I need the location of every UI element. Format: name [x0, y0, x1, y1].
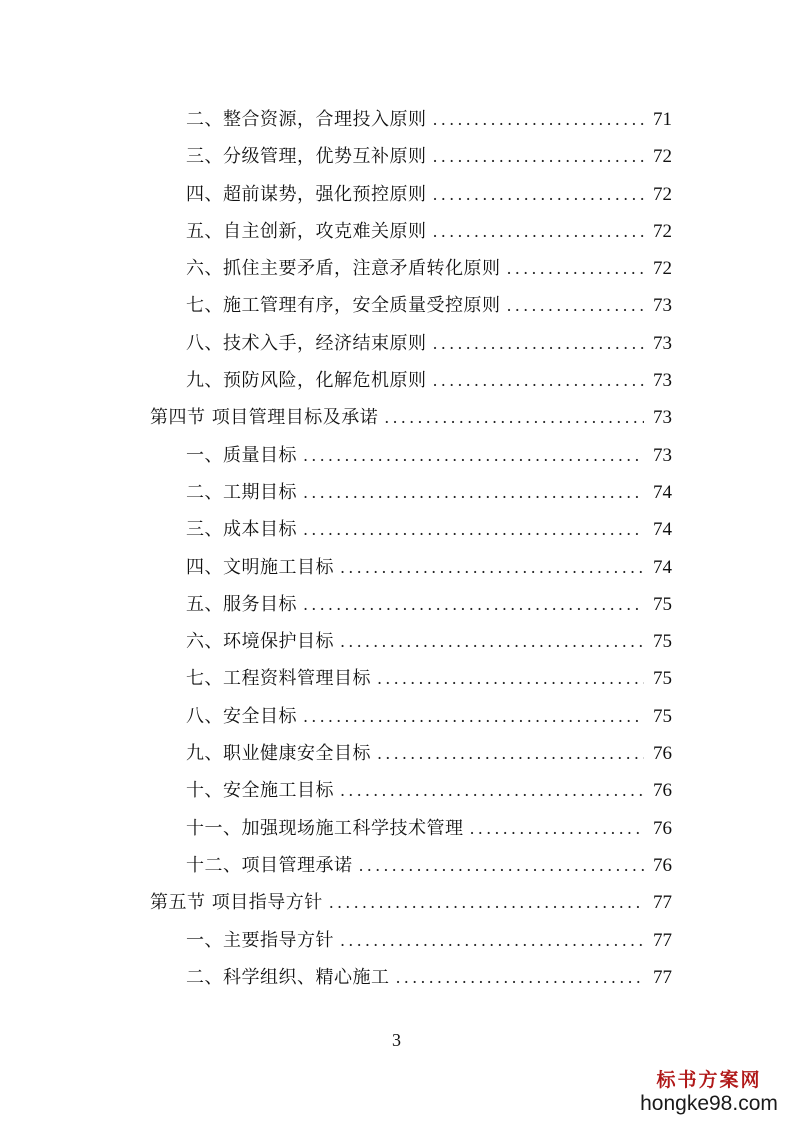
toc-entry[interactable] [150, 213, 672, 250]
toc-entry-label: 五、自主创新，攻克难关原则 [186, 220, 427, 242]
toc-entry-label: 七、工程资料管理目标 [186, 668, 371, 690]
toc-entry[interactable] [150, 698, 672, 735]
toc-entry-page-number: 73 [653, 407, 672, 429]
toc-entry-page-number: 77 [653, 892, 672, 914]
toc-entry-page-number: 75 [653, 631, 672, 653]
toc-section-entry[interactable] [150, 399, 672, 436]
toc-entry[interactable] [150, 362, 672, 399]
toc-entry[interactable] [150, 772, 672, 809]
toc-entry[interactable] [150, 474, 672, 511]
toc-entry[interactable] [150, 138, 672, 175]
toc-leader-dots [377, 735, 644, 772]
toc-entry-page-number: 76 [653, 780, 672, 802]
toc-entry[interactable] [150, 810, 672, 847]
toc-leader-dots [359, 847, 645, 884]
toc-entry-page-number: 72 [653, 183, 672, 205]
toc-entry-label: 一、主要指导方针 [186, 929, 334, 951]
toc-entry-label: 九、职业健康安全目标 [186, 743, 371, 765]
toc-entry-page-number: 74 [653, 481, 672, 503]
toc-entry[interactable] [150, 959, 672, 996]
toc-entry-page-number: 72 [653, 258, 672, 280]
toc-entry[interactable] [150, 511, 672, 548]
toc-entry[interactable] [150, 660, 672, 697]
watermark-logo [639, 1068, 779, 1116]
toc-leader-dots [340, 549, 644, 586]
toc-entry-page-number: 73 [653, 370, 672, 392]
toc-entry-label: 四、超前谋势，强化预控原则 [186, 183, 427, 205]
toc-entry[interactable] [150, 922, 672, 959]
toc-entry-page-number: 73 [653, 444, 672, 466]
toc-entry-page-number: 76 [653, 743, 672, 765]
toc-entry-label: 二、工期目标 [186, 481, 297, 503]
toc-entry[interactable] [150, 847, 672, 884]
toc-entry-label: 六、抓住主要矛盾，注意矛盾转化原则 [186, 258, 501, 280]
toc-entry-page-number: 76 [653, 817, 672, 839]
watermark-url: hongke98.com [640, 1092, 778, 1115]
toc-leader-dots [396, 959, 645, 996]
toc-entry-label: 八、安全目标 [186, 705, 297, 727]
toc-entry-label: 二、整合资源，合理投入原则 [186, 109, 427, 130]
toc-leader-dots [340, 922, 644, 959]
toc-leader-dots [433, 176, 645, 213]
table-of-contents [150, 101, 672, 996]
toc-entry-page-number: 73 [653, 332, 672, 354]
toc-leader-dots [433, 101, 645, 138]
toc-entry-page-number: 74 [653, 519, 672, 541]
toc-leader-dots [303, 698, 644, 735]
toc-leader-dots [433, 138, 645, 175]
toc-entry[interactable] [150, 735, 672, 772]
toc-entry-page-number: 73 [653, 295, 672, 317]
watermark-title: 标书方案网 [656, 1069, 762, 1091]
toc-entry[interactable] [150, 287, 672, 324]
toc-entry-label: 五、服务目标 [186, 593, 297, 615]
toc-section-entry[interactable] [150, 884, 672, 921]
toc-leader-dots [433, 362, 645, 399]
toc-entry[interactable] [150, 101, 672, 138]
toc-entry-page-number: 72 [653, 220, 672, 242]
toc-entry-page-number: 75 [653, 668, 672, 690]
toc-entry-page-number: 75 [653, 705, 672, 727]
toc-entry[interactable] [150, 623, 672, 660]
toc-entry-page-number: 71 [653, 109, 672, 130]
toc-entry-label: 一、质量目标 [186, 444, 297, 466]
toc-entry-label: 二、科学组织、精心施工 [186, 966, 390, 988]
toc-entry-label: 第四节 项目管理目标及承诺 [150, 407, 379, 429]
toc-leader-dots [433, 213, 645, 250]
toc-entry-page-number: 74 [653, 556, 672, 578]
toc-leader-dots [470, 810, 645, 847]
toc-leader-dots [303, 437, 644, 474]
toc-entry-label: 八、技术入手，经济结束原则 [186, 332, 427, 354]
toc-leader-dots [507, 287, 645, 324]
toc-entry-page-number: 77 [653, 966, 672, 988]
toc-entry-label: 七、施工管理有序，安全质量受控原则 [186, 295, 501, 317]
toc-entry-label: 四、文明施工目标 [186, 556, 334, 578]
toc-entry[interactable] [150, 325, 672, 362]
toc-entry[interactable] [150, 176, 672, 213]
page-number: 3 [392, 1030, 401, 1050]
toc-entry-label: 十一、加强现场施工科学技术管理 [186, 817, 464, 839]
toc-leader-dots [377, 660, 644, 697]
toc-entry-label: 三、成本目标 [186, 519, 297, 541]
toc-entry-label: 第五节 项目指导方针 [150, 892, 323, 914]
toc-leader-dots [303, 511, 644, 548]
toc-entry-label: 六、环境保护目标 [186, 631, 334, 653]
toc-leader-dots [303, 474, 644, 511]
toc-leader-dots [303, 586, 644, 623]
toc-entry-label: 三、分级管理，优势互补原则 [186, 146, 427, 168]
toc-entry-label: 十、安全施工目标 [186, 780, 334, 802]
toc-entry[interactable] [150, 586, 672, 623]
toc-leader-dots [433, 325, 645, 362]
toc-entry[interactable] [150, 437, 672, 474]
toc-entry-label: 十二、项目管理承诺 [186, 854, 353, 876]
toc-leader-dots [340, 623, 644, 660]
toc-entry[interactable] [150, 549, 672, 586]
toc-entry-page-number: 76 [653, 854, 672, 876]
toc-entry-page-number: 72 [653, 146, 672, 168]
toc-entry[interactable] [150, 250, 672, 287]
toc-leader-dots [329, 884, 644, 921]
toc-leader-dots [340, 772, 644, 809]
toc-leader-dots [507, 250, 645, 287]
toc-entry-label: 九、预防风险，化解危机原则 [186, 370, 427, 392]
toc-entry-page-number: 75 [653, 593, 672, 615]
toc-entry-page-number: 77 [653, 929, 672, 951]
toc-leader-dots [384, 399, 644, 436]
